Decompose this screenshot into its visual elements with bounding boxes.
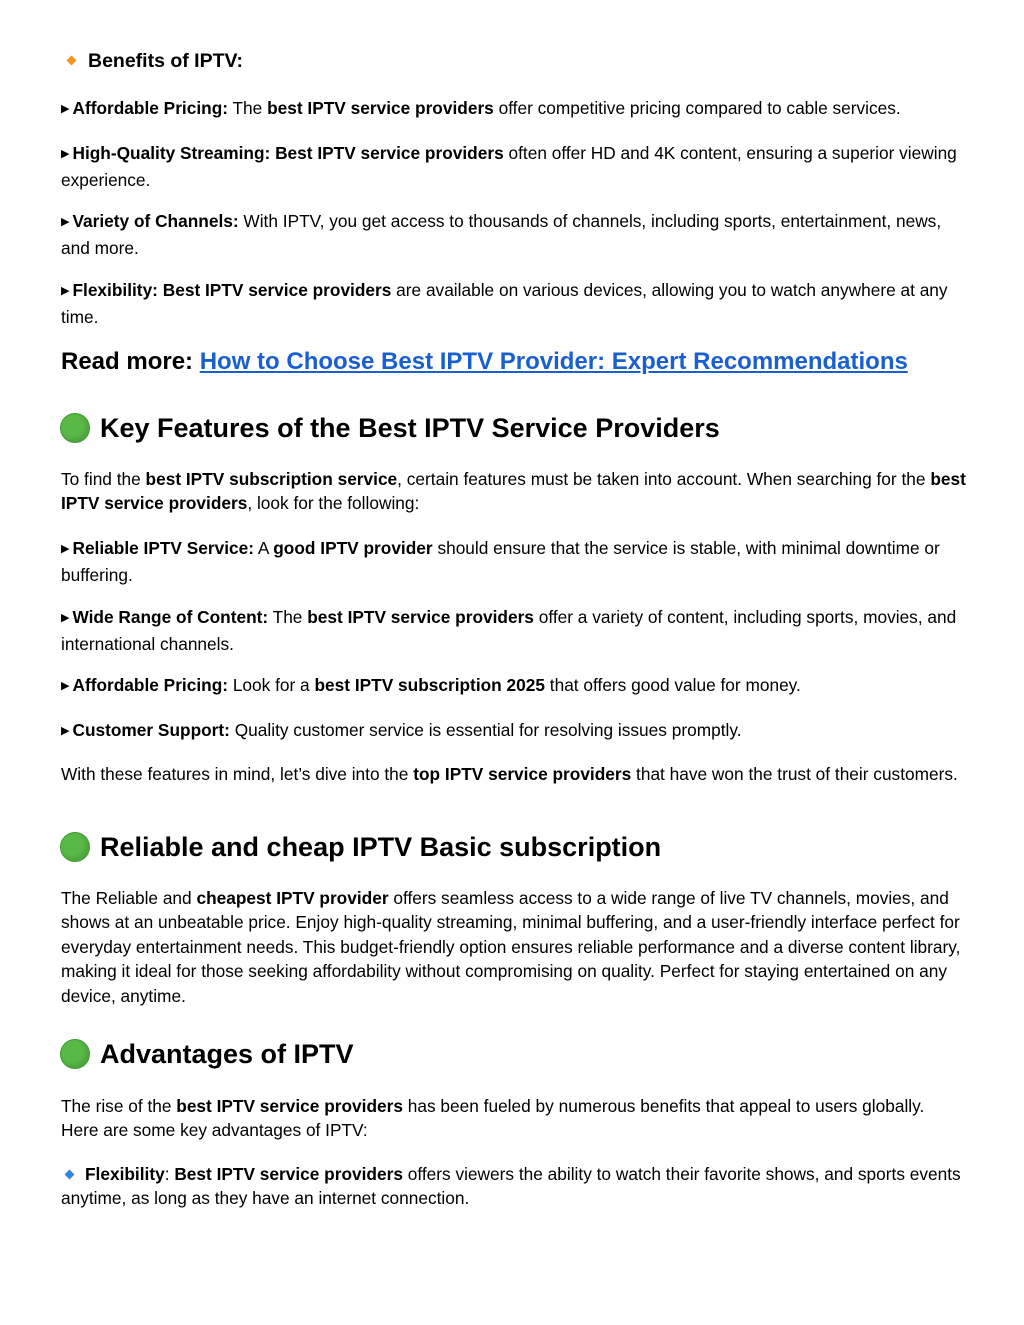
triangle-right-icon: ▶ bbox=[61, 725, 70, 737]
triangle-right-icon: ▶ bbox=[61, 216, 70, 228]
feature-item: ▶ Wide Range of Content: The best IPTV service providers offer a variety of content, including sports, movies, and international channels. bbox=[61, 607, 957, 655]
advantage-item: Flexibility: Best IPTV service providers offers viewers the ability to watch their favorite shows, and sports events anytime, as long as they have an internet connection. bbox=[61, 1164, 961, 1209]
advantages-heading: Advantages of IPTV bbox=[60, 1037, 354, 1071]
basic-subscription-paragraph: The Reliable and cheapest IPTV provider offers seamless access to a wide range of live TV channels, movies, and shows at an unbeatable price. Enjoy high-quality streaming, minimal buffering, and a user-friendly interface perfect for everyday entertainment needs. This budget-friendly option ensures reliable performance and a diverse content library, making it ideal for those seeking affordability without compromising on quality. Perfect for staying entertained on any device, anytime. bbox=[61, 888, 961, 1006]
triangle-right-icon: ▶ bbox=[61, 103, 70, 115]
benefit-item: ▶ Affordable Pricing: The best IPTV service providers offer competitive pricing compared to cable services. bbox=[61, 98, 901, 118]
key-features-outro: With these features in mind, let’s dive into the top IPTV service providers that have won the trust of their customers. bbox=[61, 764, 958, 784]
triangle-right-icon: ▶ bbox=[61, 612, 70, 624]
benefits-heading: Benefits of IPTV: bbox=[58, 49, 243, 73]
key-features-intro: To find the best IPTV subscription service, certain features must be taken into account. When searching for the best IPTV service providers, look for the following: bbox=[61, 469, 966, 514]
orange-diamond-icon bbox=[67, 56, 77, 66]
benefit-item: ▶ High-Quality Streaming: Best IPTV service providers often offer HD and 4K content, ensuring a superior viewing experience. bbox=[61, 143, 957, 191]
triangle-right-icon: ▶ bbox=[61, 680, 70, 692]
feature-item: ▶ Reliable IPTV Service: A good IPTV provider should ensure that the service is stable, with minimal downtime or buffering. bbox=[61, 538, 940, 586]
advantages-intro: The rise of the best IPTV service providers has been fueled by numerous benefits that appeal to users globally. Here are some key advantages of IPTV: bbox=[61, 1096, 925, 1141]
green-circle-icon bbox=[60, 832, 90, 862]
green-circle-icon bbox=[60, 413, 90, 443]
benefit-item: ▶ Variety of Channels: With IPTV, you get access to thousands of channels, including sports, entertainment, news, and more. bbox=[61, 211, 942, 259]
read-more-link[interactable]: How to Choose Best IPTV Provider: Expert Recommendations bbox=[199, 348, 908, 375]
triangle-right-icon: ▶ bbox=[61, 148, 70, 160]
benefit-item: ▶ Flexibility: Best IPTV service providers are available on various devices, allowing you to watch anywhere at any time. bbox=[61, 280, 948, 328]
basic-subscription-heading: Reliable and cheap IPTV Basic subscription bbox=[60, 830, 661, 864]
feature-item: ▶ Customer Support: Quality customer service is essential for resolving issues promptly. bbox=[61, 720, 742, 740]
triangle-right-icon: ▶ bbox=[61, 285, 70, 297]
read-more: Read more: How to Choose Best IPTV Provider: Expert Recommendations bbox=[61, 348, 908, 375]
blue-diamond-icon bbox=[65, 1169, 75, 1179]
green-circle-icon bbox=[60, 1039, 90, 1069]
key-features-heading: Key Features of the Best IPTV Service Providers bbox=[60, 411, 720, 445]
triangle-right-icon: ▶ bbox=[61, 543, 70, 555]
feature-item: ▶ Affordable Pricing: Look for a best IPTV subscription 2025 that offers good value for money. bbox=[61, 675, 801, 695]
